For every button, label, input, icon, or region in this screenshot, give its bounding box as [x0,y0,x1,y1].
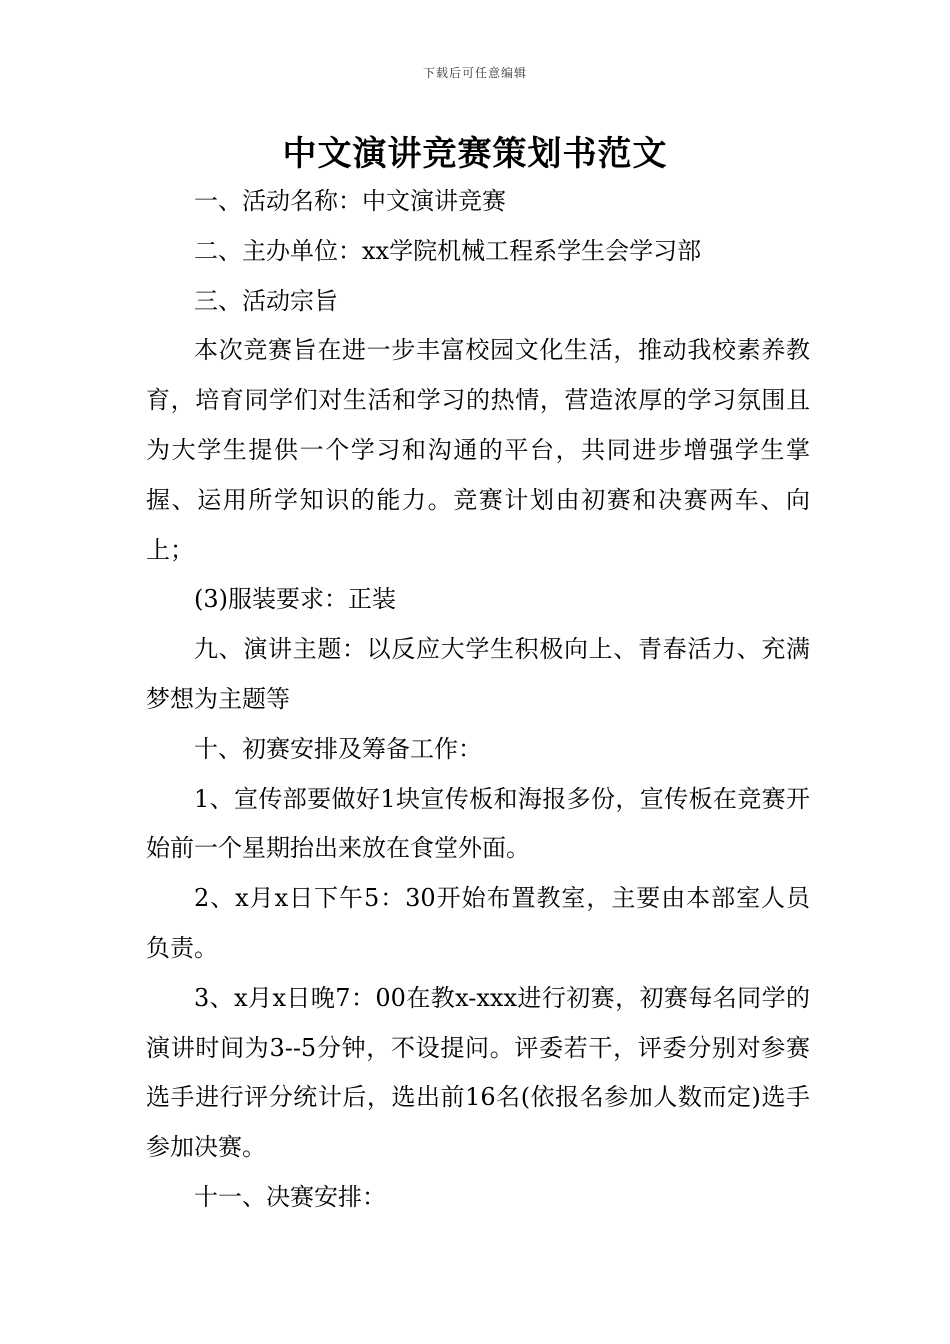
paragraph-preliminary-item-2: 2、x月x日下午5：30开始布置教室，主要由本部室人员负责。 [146,884,810,962]
document-title: 中文演讲竞赛策划书范文 [282,134,668,174]
paragraph-activity-name: 一、活动名称：中文演讲竞赛 [194,187,506,215]
header-note: 下载后可任意编辑 [422,66,527,80]
paragraph-preliminary-item-1: 1、宣传部要做好1块宣传板和海报多份，宣传板在竞赛开始前一个星期抬出来放在食堂外面。 [146,784,810,863]
paragraph-preliminary-heading: 十、初赛安排及筹备工作： [194,734,482,763]
paragraph-dress-code: (3)服装要求：正装 [194,585,396,614]
paragraph-organizer: 二、主办单位：xx学院机械工程系学生会学习部 [194,236,702,265]
paragraph-final-heading: 十一、决赛安排： [194,1182,386,1211]
paragraph-preliminary-item-3: 3、x月x日晚7：00在教x-xxx进行初赛，初赛每名同学的演讲时间为3--5分钟，不设提问。评委若干，评委分别对参赛选手进行评分统计后，选出前16名(依报名参加人数而定)选手参加决赛。 [146,983,810,1162]
paragraph-purpose-body: 本次竞赛旨在进一步丰富校园文化生活，推动我校素养教育，培育同学们对生活和学习的热情，营造浓厚的学习氛围且为大学生提供一个学习和沟通的平台，共同进步增强学生掌握、运用所学知识的能力。竞赛计划由初赛和决赛两车、向上； [146,336,810,564]
paragraph-purpose-heading: 三、活动宗旨 [194,286,338,315]
paragraph-speech-theme: 九、演讲主题：以反应大学生积极向上、青春活力、充满梦想为主题等 [146,635,810,713]
document-body [146,177,810,1223]
